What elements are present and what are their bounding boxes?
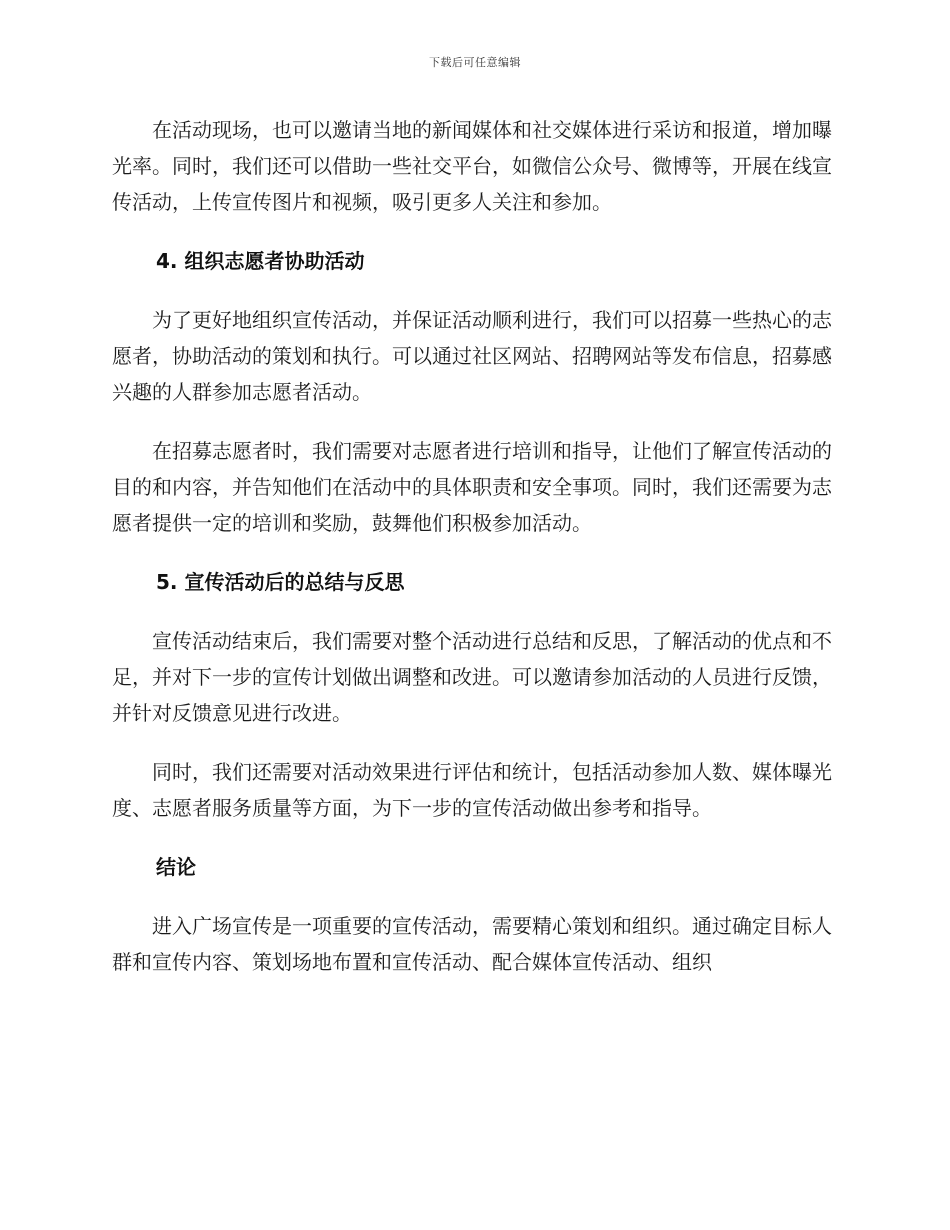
section-heading-volunteers: 4. 组织志愿者协助活动 [156,249,365,273]
page-header: 下载后可任意编辑 [429,56,521,69]
section-heading-summary: 5. 宣传活动后的总结与反思 [156,570,405,594]
paragraph-conclusion: 进入广场宣传是一项重要的宣传活动，需要精心策划和组织。通过确定目标人群和宣传内容、策划场地布置和宣传活动、配合媒体宣传活动、组织 [112,914,832,974]
paragraph-evaluation: 同时，我们还需要对活动效果进行评估和统计，包括活动参加人数、媒体曝光度、志愿者服务质量等方面，为下一步的宣传活动做出参考和指导。 [112,760,832,820]
section-heading-conclusion: 结论 [156,855,196,879]
document-body [112,112,832,980]
paragraph-volunteer-training: 在招募志愿者时，我们需要对志愿者进行培训和指导，让他们了解宣传活动的目的和内容，并告知他们在活动中的具体职责和安全事项。同时，我们还需要为志愿者提供一定的培训和奖励，鼓舞他们积极参加活动。 [112,439,832,535]
paragraph-volunteer-recruitment: 为了更好地组织宣传活动，并保证活动顺利进行，我们可以招募一些热心的志愿者，协助活动的策划和执行。可以通过社区网站、招聘网站等发布信息，招募感兴趣的人群参加志愿者活动。 [112,308,832,404]
paragraph-media-coverage: 在活动现场，也可以邀请当地的新闻媒体和社交媒体进行采访和报道，增加曝光率。同时，我们还可以借助一些社交平台，如微信公众号、微博等，开展在线宣传活动，上传宣传图片和视频，吸引更多人关注和参加。 [112,118,832,214]
paragraph-summary-reflection: 宣传活动结束后，我们需要对整个活动进行总结和反思，了解活动的优点和不足，并对下一步的宣传计划做出调整和改进。可以邀请参加活动的人员进行反馈，并针对反馈意见进行改进。 [112,629,832,725]
